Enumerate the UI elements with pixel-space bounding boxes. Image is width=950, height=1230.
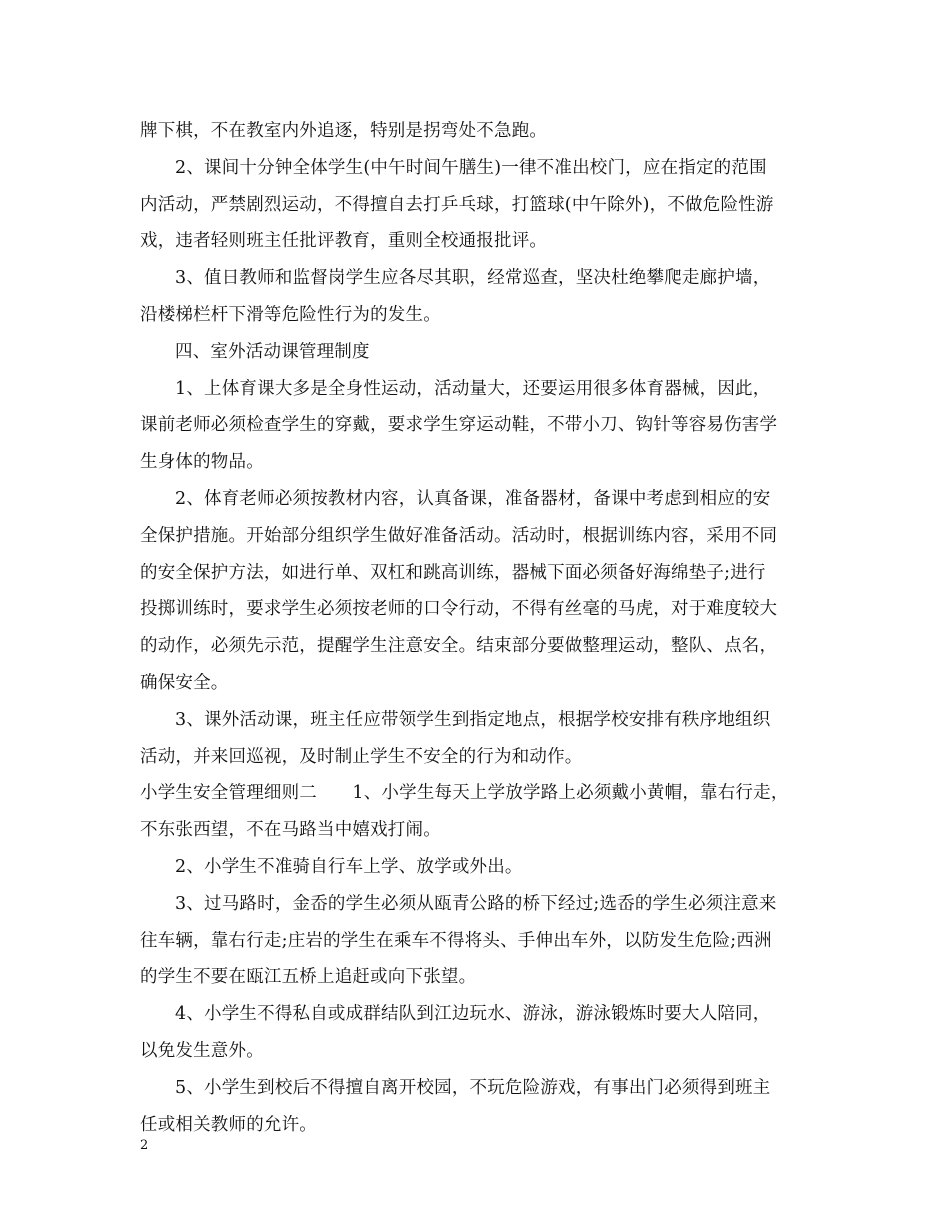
text-line: 沿楼梯栏杆下滑等危险性行为的发生。 [140, 304, 441, 325]
page-number: 2 [140, 1138, 149, 1153]
text-line: 3、过马路时，金岙的学生必须从瓯青公路的桥下经过;选岙的学生必须注意来 [175, 893, 777, 914]
text-line: 的动作，必须先示范，提醒学生注意安全。结束部分要做整理运动，整队、点名， [140, 636, 778, 657]
text-line: 的安全保护方法，如进行单、双杠和跳高训练，器械下面必须备好海绵垫子;进行 [140, 562, 766, 583]
text-line: 3、值日教师和监督岗学生应各尽其职，经常巡查，坚决杜绝攀爬走廊护墙， [175, 268, 771, 289]
text-line: 戏，违者轻则班主任批评教育，重则全校通报批评。 [140, 231, 548, 252]
text-line: 的学生不要在瓯江五桥上追赶或向下张望。 [140, 967, 477, 988]
text-line: 5、小学生到校后不得擅自离开校园，不玩危险游戏，有事出门必须得到班主 [175, 1077, 771, 1098]
text-line: 1、上体育课大多是全身性运动，活动量大，还要运用很多体育器械，因此， [175, 378, 771, 399]
document-body [140, 113, 832, 1143]
section-heading-line: 小学生安全管理细则二 1、小学生每天上学放学路上必须戴小黄帽，靠右行走， [140, 783, 789, 804]
text-line: 2、小学生不准骑自行车上学、放学或外出。 [175, 856, 523, 877]
text-line: 活动，并来回巡视，及时制止学生不安全的行为和动作。 [140, 746, 583, 767]
text-line: 不东张西望，不在马路当中嬉戏打闹。 [140, 820, 441, 841]
text-line: 课前老师必须检查学生的穿戴，要求学生穿运动鞋，不带小刀、钩针等容易伤害学 [140, 415, 778, 436]
text-line: 4、小学生不得私自或成群结队到江边玩水、游泳，游泳锻炼时要大人陪同， [175, 1004, 771, 1025]
text-line: 全保护措施。开始部分组织学生做好准备活动。活动时，根据训练内容，采用不同 [140, 525, 778, 546]
text-line: 3、课外活动课，班主任应带领学生到指定地点，根据学校安排有秩序地组织 [175, 709, 771, 730]
text-line: 确保安全。 [140, 672, 229, 693]
text-line: 以免发生意外。 [140, 1040, 264, 1061]
text-line: 内活动，严禁剧烈运动，不得擅自去打乒乓球，打篮球(中午除外)，不做危险性游 [140, 194, 774, 215]
text-line: 2、体育老师必须按教材内容，认真备课，准备器材，备课中考虑到相应的安 [175, 488, 771, 509]
section-heading: 四、室外活动课管理制度 [175, 341, 370, 362]
text-line: 生身体的物品。 [140, 452, 264, 473]
text-line: 2、课间十分钟全体学生(中午时间午膳生)一律不准出校门，应在指定的范围 [175, 157, 767, 178]
text-line: 任或相关教师的允许。 [140, 1114, 317, 1135]
text-line: 往车辆，靠右行走;庄岩的学生在乘车不得将头、手伸出车外，以防发生危险;西洲 [140, 930, 772, 951]
text-line: 牌下棋，不在教室内外追逐，特别是拐弯处不急跑。 [140, 121, 548, 141]
text-line: 投掷训练时，要求学生必须按老师的口令行动，不得有丝毫的马虎，对于难度较大 [140, 599, 778, 620]
